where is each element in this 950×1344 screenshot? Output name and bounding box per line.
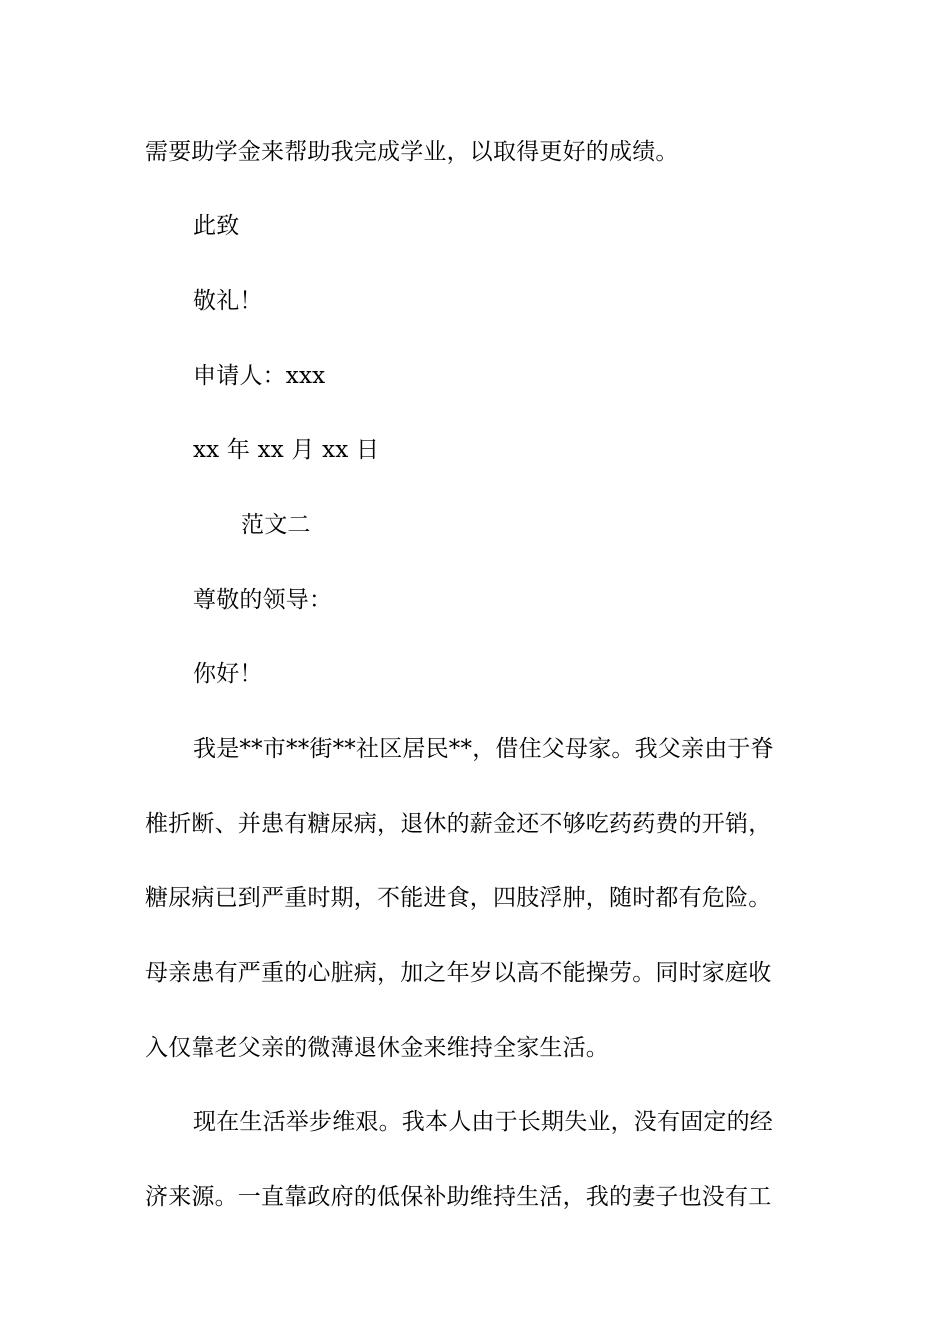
paragraph-line: 入仅靠老父亲的微薄退休金来维持全家生活。 — [145, 1035, 609, 1061]
paragraph-line: 糖尿病已到严重时期，不能进食，四肢浮肿，随时都有危险。 — [145, 885, 772, 911]
paragraph-line: 母亲患有严重的心脏病，加之年岁以高不能操劳。同时家庭收 — [145, 960, 772, 986]
greeting-recipient: 尊敬的领导： — [193, 587, 333, 613]
date-line: xx 年 xx 月 xx 日 — [193, 437, 380, 463]
paragraph-line: 济来源。一直靠政府的低保补助维持生活，我的妻子也没有工 — [145, 1184, 772, 1210]
section-title: 范文二 — [241, 512, 311, 538]
paragraph-line: 椎折断、并患有糖尿病，退休的薪金还不够吃药药费的开销， — [145, 811, 772, 837]
paragraph-line: 需要助学金来帮助我完成学业，以取得更好的成绩。 — [145, 139, 679, 165]
paragraph-line: 我是**市**街**社区居民**，借住父母家。我父亲由于脊 — [193, 736, 774, 762]
paragraph-line: 现在生活举步维艰。我本人由于长期失业，没有固定的经 — [193, 1109, 773, 1135]
closing-regards: 敬礼！ — [193, 288, 263, 314]
closing-salutation: 此致 — [193, 213, 240, 239]
greeting-line: 你好！ — [193, 661, 263, 687]
applicant-signature: 申请人：xxx — [193, 363, 326, 389]
